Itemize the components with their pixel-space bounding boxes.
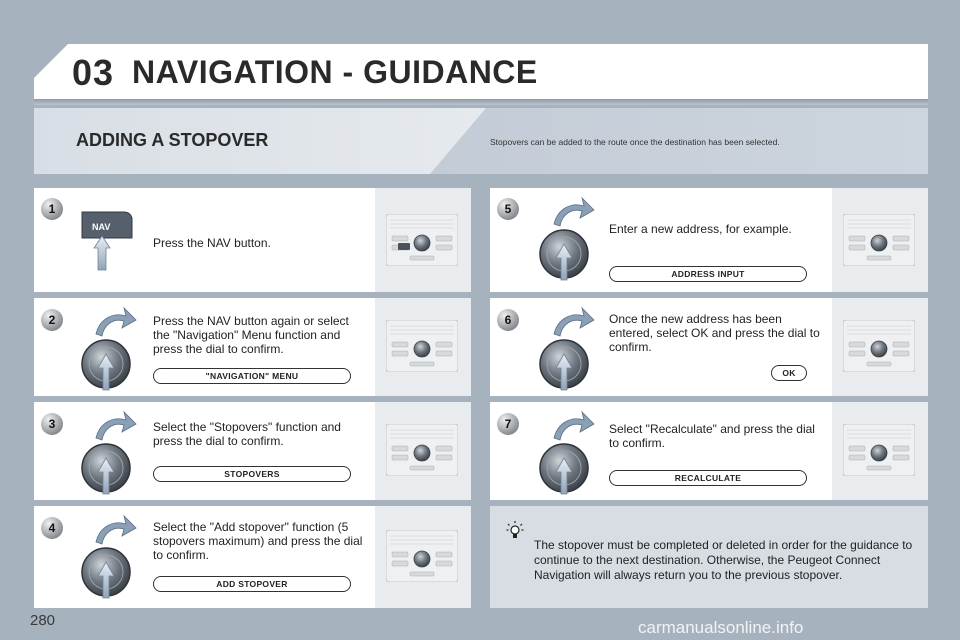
step-4-menu-tag: ADD STOPOVER [153,576,351,592]
step-1-radio-icon [386,214,458,266]
step-4-radio-icon [386,530,458,582]
step-5-menu-tag: ADDRESS INPUT [609,266,807,282]
step-6-radio-icon [843,320,915,372]
step-1-text: Press the NAV button. [153,236,271,250]
step-1-badge: 1 [41,198,63,220]
step-6-text: Once the new address has been entered, select OK and press the dial to confirm. [609,312,820,354]
step-3-text: Select the "Stopovers" function and press the dial to confirm. [153,420,341,448]
step-5-radio-icon [843,214,915,266]
step-4-badge: 4 [41,517,63,539]
nav-button-icon [76,208,138,274]
step-3-radio-icon [386,424,458,476]
step-7-badge: 7 [497,413,519,435]
lightbulb-icon [506,520,524,540]
step-2-text: Press the NAV button again or select the "Navigation" Menu function and press the dial to confirm. [153,314,349,356]
step-4-text: Select the "Add stopover" function (5 stopovers maximum) and press the dial to confirm. [153,520,363,562]
nav-button-label: NAV [92,222,111,232]
step-3-dial-icon [74,410,140,498]
step-6-badge: 6 [497,309,519,331]
step-5-dial-icon [532,196,598,284]
step-7-radio-icon [843,424,915,476]
step-2-badge: 2 [41,309,63,331]
step-2-radio-icon [386,320,458,372]
step-6-ok-tag: OK [771,365,807,381]
step-6-dial-icon [532,306,598,394]
step-2-menu-tag: "NAVIGATION" MENU [153,368,351,384]
step-7-menu-tag: RECALCULATE [609,470,807,486]
step-7-dial-icon [532,410,598,498]
step-3-menu-tag: STOPOVERS [153,466,351,482]
step-5-badge: 5 [497,198,519,220]
step-7-text: Select "Recalculate" and press the dial to confirm. [609,422,815,450]
section-note: Stopovers can be added to the route once the destination has been selected. [490,137,780,147]
chapter-title: NAVIGATION - GUIDANCE [132,54,538,90]
watermark: carmanualsonline.info [638,618,804,637]
page-number: 280 [30,612,56,629]
step-2-dial-icon [74,306,140,394]
header-divider [34,99,928,105]
tip-text: The stopover must be completed or deleted in order for the guidance to continue to the next destination. Otherwise, the Peugeot Connect Navigation will always return you to the previous stopover. [534,538,913,582]
step-5-text: Enter a new address, for example. [609,222,792,236]
step-4-dial-icon [74,514,140,602]
section-title: ADDING A STOPOVER [76,130,269,150]
step-3-badge: 3 [41,413,63,435]
chapter-number: 03 [72,52,115,93]
